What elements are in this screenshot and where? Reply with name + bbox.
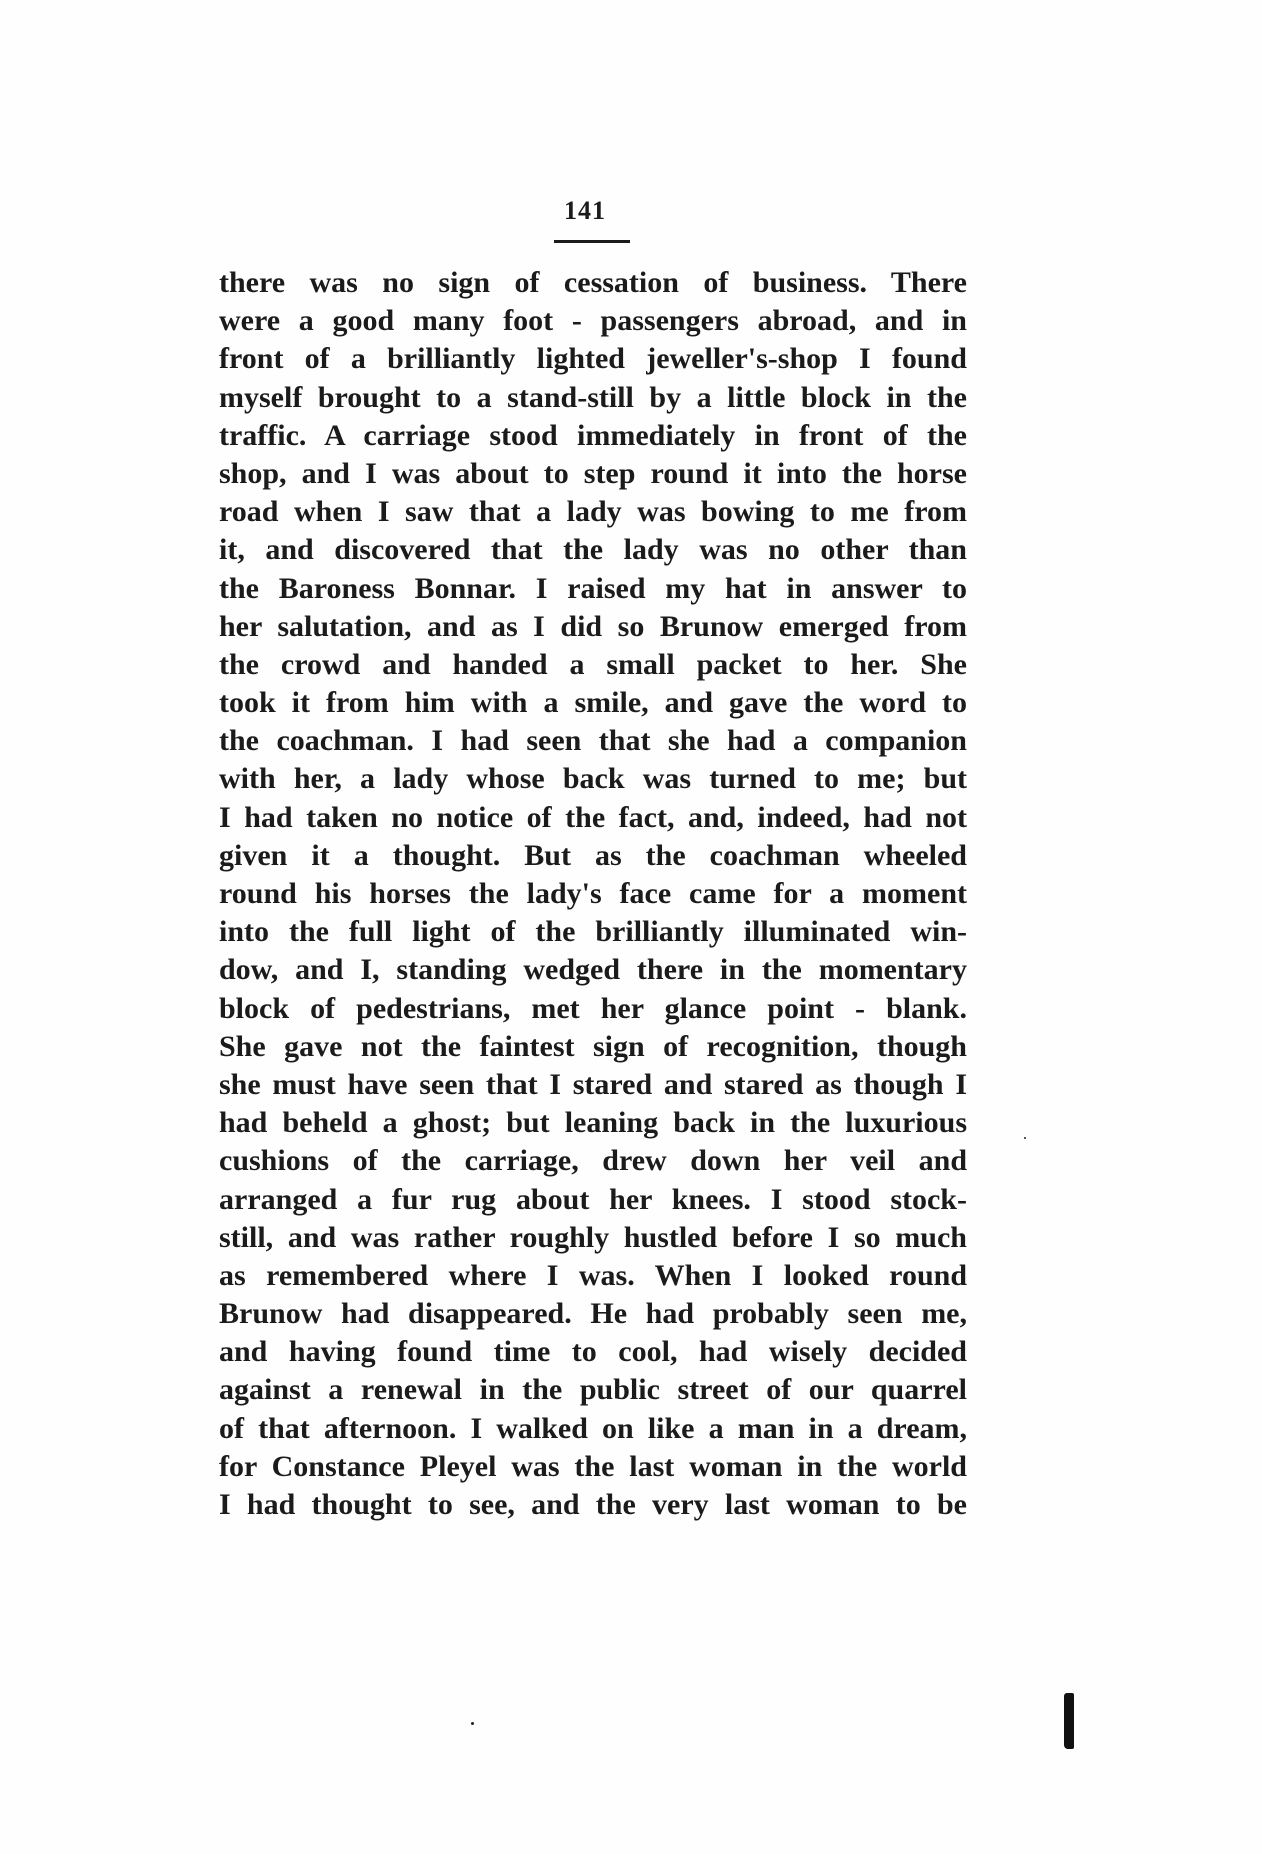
text-line: it, and discovered that the lady was no other than [219, 533, 967, 567]
header-rule [554, 240, 630, 243]
text-line: Brunow had disappeared. He had probably seen me, [219, 1297, 967, 1331]
text-line: arranged a fur rug about her knees. I stood stock- [219, 1182, 967, 1216]
text-line: road when I saw that a lady was bowing to me from [219, 495, 967, 529]
text-line: into the full light of the brilliantly illuminated win- [219, 915, 967, 949]
text-line: block of pedestrians, met her glance point - blank. [219, 991, 967, 1025]
text-line: there was no sign of cessation of business. There [219, 266, 967, 299]
edge-ink-mark [1064, 1693, 1074, 1749]
text-line: against a renewal in the public street of our quarrel [219, 1373, 967, 1407]
text-line: with her, a lady whose back was turned to me; but [219, 762, 967, 796]
text-line: were a good many foot - passengers abroad, and in [219, 304, 967, 338]
paper-speck [1024, 1137, 1026, 1139]
text-line: she must have seen that I stared and stared as though I [219, 1067, 967, 1101]
text-line: of that afternoon. I walked on like a man in a dream, [219, 1411, 967, 1445]
text-line: the coachman. I had seen that she had a companion [219, 724, 967, 758]
paper-speck [471, 1722, 474, 1725]
text-line: cushions of the carriage, drew down her veil and [219, 1144, 967, 1178]
text-line: had beheld a ghost; but leaning back in the luxurious [219, 1106, 967, 1140]
text-line: shop, and I was about to step round it into the horse [219, 456, 967, 490]
body-text [219, 264, 967, 1524]
text-line: given it a thought. But as the coachman wheeled [219, 838, 967, 872]
text-line: She gave not the faintest sign of recognition, though [219, 1029, 967, 1063]
text-line: I had thought to see, and the very last woman to be [219, 1488, 967, 1521]
text-line: the Baroness Bonnar. I raised my hat in answer to [219, 571, 967, 605]
text-line: front of a brilliantly lighted jeweller's-shop I found [219, 342, 967, 376]
text-line: the crowd and handed a small packet to her. She [219, 647, 967, 681]
text-line: myself brought to a stand-still by a little block in the [219, 380, 967, 414]
text-line: I had taken no notice of the fact, and, indeed, had not [219, 800, 967, 834]
text-line: her salutation, and as I did so Brunow emerged from [219, 609, 967, 643]
text-line: took it from him with a smile, and gave the word to [219, 686, 967, 720]
text-line: as remembered where I was. When I looked round [219, 1258, 967, 1292]
text-line: still, and was rather roughly hustled before I so much [219, 1220, 967, 1254]
text-line: traffic. A carriage stood immediately in front of the [219, 418, 967, 452]
text-line: round his horses the lady's face came for a moment [219, 877, 967, 910]
text-line: for Constance Pleyel was the last woman in the world [219, 1449, 967, 1483]
text-line: dow, and I, standing wedged there in the momentary [219, 953, 967, 987]
text-line: and having found time to cool, had wisely decided [219, 1335, 967, 1369]
page-number: 141 [564, 196, 606, 225]
